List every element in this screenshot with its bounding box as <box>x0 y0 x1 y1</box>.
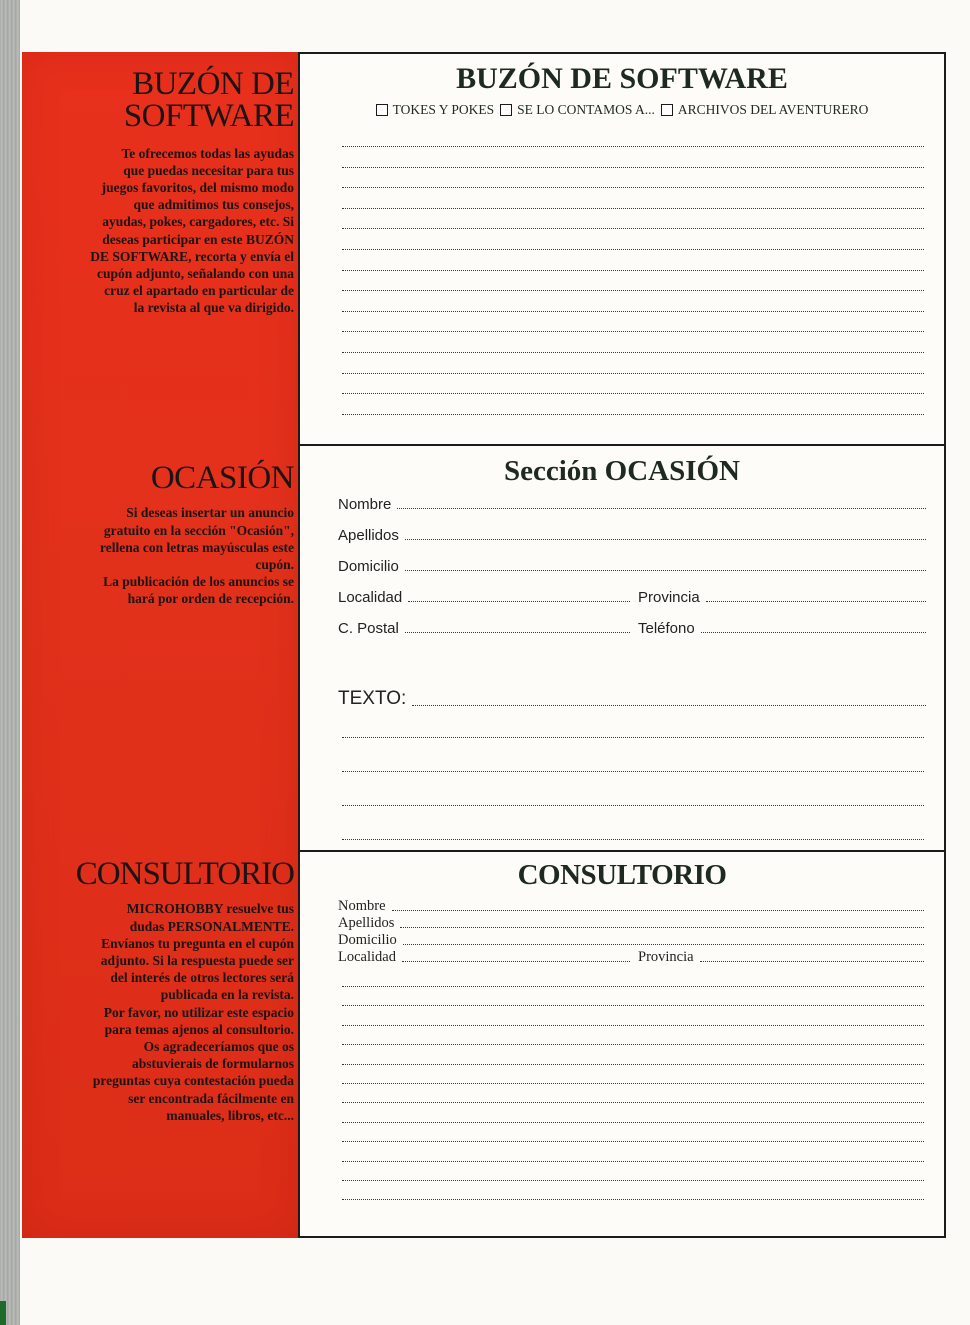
ocasion-nombre-field[interactable] <box>338 496 926 513</box>
writing-line[interactable] <box>342 1161 924 1162</box>
writing-line[interactable] <box>342 1102 924 1103</box>
writing-line[interactable] <box>342 1025 924 1026</box>
writing-line[interactable] <box>342 167 924 168</box>
field-label: Apellidos <box>338 915 395 931</box>
fill-line[interactable] <box>392 910 924 911</box>
ocasion-apellidos-field[interactable] <box>338 527 926 544</box>
field-label: Domicilio <box>338 932 397 948</box>
promo-text-line: preguntas cuya contestación pueda <box>92 1073 294 1089</box>
writing-line[interactable] <box>342 290 924 291</box>
fill-line[interactable] <box>400 927 924 928</box>
promo-text-line: cupón adjunto, señalando con una <box>97 266 294 282</box>
writing-line[interactable] <box>342 839 924 840</box>
field-label: Nombre <box>338 496 392 513</box>
writing-line[interactable] <box>342 1064 924 1065</box>
consultorio-promo-text <box>30 900 294 1124</box>
promo-text-line: adjunto. Si la respuesta puede ser <box>100 952 294 968</box>
promo-text-line: abstuvierais de formularnos <box>132 1056 294 1072</box>
ocasion-localidad-field[interactable] <box>338 589 630 606</box>
buzon-coupon-title: BUZÓN DE SOFTWARE <box>456 62 788 95</box>
promo-text-line: para temas ajenos al consultorio. <box>104 1021 294 1037</box>
option-tokes-y-pokes[interactable] <box>376 102 495 118</box>
writing-line[interactable] <box>342 1044 924 1045</box>
writing-line[interactable] <box>342 146 924 147</box>
ocasion-cpostal-field[interactable] <box>338 620 630 637</box>
checkbox-icon[interactable] <box>376 104 388 116</box>
writing-line[interactable] <box>342 1083 924 1084</box>
consultorio-localidad-field[interactable] <box>338 949 630 966</box>
promo-text-line: que puedas necesitar para tus <box>123 162 294 178</box>
promo-text-line: Os agradeceríamos que os <box>143 1038 294 1054</box>
promo-text-line: Envíanos tu pregunta en el cupón <box>101 935 294 951</box>
promo-text-line: DE SOFTWARE, recorta y envía el <box>90 248 294 264</box>
writing-line[interactable] <box>342 373 924 374</box>
buzon-promo-title <box>30 68 294 133</box>
option-label: TOKES Y POKES <box>392 102 495 117</box>
fill-line[interactable] <box>403 944 924 945</box>
ocasion-promo-title: OCASIÓN <box>150 460 294 496</box>
field-label: Nombre <box>338 898 386 914</box>
option-label: ARCHIVOS DEL AVENTURERO <box>677 102 869 117</box>
writing-line[interactable] <box>342 1122 924 1123</box>
promo-text-line: cruz el apartado en particular de <box>104 283 294 299</box>
writing-line[interactable] <box>342 208 924 209</box>
writing-line[interactable] <box>342 1180 924 1181</box>
ocasion-texto-field[interactable] <box>338 688 926 710</box>
ocasion-telefono-field[interactable] <box>638 620 926 637</box>
buzon-promo-title-line2: SOFTWARE <box>123 98 294 135</box>
fill-line[interactable] <box>405 539 926 540</box>
promo-text-line: juegos favoritos, del mismo modo <box>101 180 294 196</box>
field-label: Apellidos <box>338 527 399 544</box>
consultorio-apellidos-field[interactable] <box>338 915 924 932</box>
promo-text-line: hará por orden de recepción. <box>127 591 294 607</box>
promo-text-line: deseas participar en este BUZÓN <box>102 231 294 247</box>
ocasion-provincia-field[interactable] <box>638 589 926 606</box>
fill-line[interactable] <box>701 632 926 633</box>
field-label: Provincia <box>638 589 700 606</box>
fill-line[interactable] <box>402 961 630 962</box>
consultorio-provincia-field[interactable] <box>638 949 924 966</box>
writing-line[interactable] <box>342 249 924 250</box>
buzon-promo <box>30 68 294 317</box>
fill-line[interactable] <box>405 570 926 571</box>
writing-line[interactable] <box>342 352 924 353</box>
ocasion-coupon-title: Sección OCASIÓN <box>503 455 741 487</box>
consultorio-domicilio-field[interactable] <box>338 932 924 949</box>
ocasion-promo <box>30 462 294 608</box>
promo-text-line: La publicación de los anuncios se <box>103 574 294 590</box>
ocasion-promo-text <box>30 504 294 607</box>
consultorio-promo <box>30 858 294 1124</box>
buzon-promo-title-line1: BUZÓN DE <box>132 66 294 102</box>
fill-line[interactable] <box>397 508 926 509</box>
promo-text-line: del interés de otros lectores será <box>110 970 294 986</box>
buzon-coupon <box>298 52 946 446</box>
field-label: Localidad <box>338 949 396 965</box>
promo-text-line: MICROHOBBY resuelve tus <box>126 901 294 917</box>
promo-text-line: que admitimos tus consejos, <box>133 197 294 213</box>
option-se-lo-contamos[interactable] <box>500 102 655 118</box>
fill-line[interactable] <box>405 632 630 633</box>
consultorio-coupon <box>298 850 946 1238</box>
promo-text-line: publicada en la revista. <box>160 987 294 1003</box>
writing-line[interactable] <box>342 737 924 738</box>
fill-line[interactable] <box>700 961 924 962</box>
checkbox-icon[interactable] <box>500 104 512 116</box>
writing-line[interactable] <box>342 311 924 312</box>
promo-text-line: cupón. <box>255 556 294 572</box>
promo-text-line: gratuito en la sección "Ocasión", <box>103 522 294 538</box>
field-label: Provincia <box>638 949 694 965</box>
field-label: TEXTO: <box>338 688 407 709</box>
checkbox-icon[interactable] <box>661 104 673 116</box>
promo-text-line: ayudas, pokes, cargadores, etc. Si <box>102 214 294 230</box>
fill-line[interactable] <box>412 705 926 706</box>
consultorio-nombre-field[interactable] <box>338 898 924 915</box>
writing-line[interactable] <box>342 805 924 806</box>
writing-line[interactable] <box>342 1199 924 1200</box>
writing-line[interactable] <box>342 393 924 394</box>
writing-line[interactable] <box>342 771 924 772</box>
promo-text-line: ser encontrada fácilmente en <box>128 1090 294 1106</box>
promo-text-line: Te ofrecemos todas las ayudas <box>121 145 294 161</box>
promo-text-line: manuales, libros, etc... <box>166 1107 294 1123</box>
buzon-promo-text <box>30 145 294 317</box>
fill-line[interactable] <box>408 601 630 602</box>
page-binding-edge <box>0 0 20 1325</box>
writing-line[interactable] <box>342 986 924 987</box>
promo-text-line: dudas PERSONALMENTE. <box>129 918 294 934</box>
writing-line[interactable] <box>342 187 924 188</box>
writing-line[interactable] <box>342 331 924 332</box>
consultorio-promo-title: CONSULTORIO <box>75 856 294 892</box>
ocasion-domicilio-field[interactable] <box>338 558 926 575</box>
field-label: Localidad <box>338 589 403 606</box>
field-label: Teléfono <box>638 620 695 637</box>
consultorio-coupon-title: CONSULTORIO <box>517 859 727 891</box>
promo-text-line: la revista al que va dirigido. <box>133 300 294 316</box>
writing-line[interactable] <box>342 228 924 229</box>
field-label: Domicilio <box>338 558 399 575</box>
ocasion-coupon <box>298 444 946 852</box>
option-label: SE LO CONTAMOS A... <box>517 102 655 117</box>
writing-line[interactable] <box>342 1141 924 1142</box>
option-archivos-aventurero[interactable] <box>661 102 869 118</box>
field-label: C. Postal <box>338 620 399 637</box>
writing-line[interactable] <box>342 1005 924 1006</box>
writing-line[interactable] <box>342 414 924 415</box>
buzon-options <box>300 102 944 118</box>
fill-line[interactable] <box>706 601 926 602</box>
promo-text-line: Por favor, no utilizar este espacio <box>103 1004 294 1020</box>
promo-text-line: Si deseas insertar un anuncio <box>126 505 294 521</box>
writing-line[interactable] <box>342 270 924 271</box>
promo-text-line: rellena con letras mayúsculas este <box>100 539 294 555</box>
